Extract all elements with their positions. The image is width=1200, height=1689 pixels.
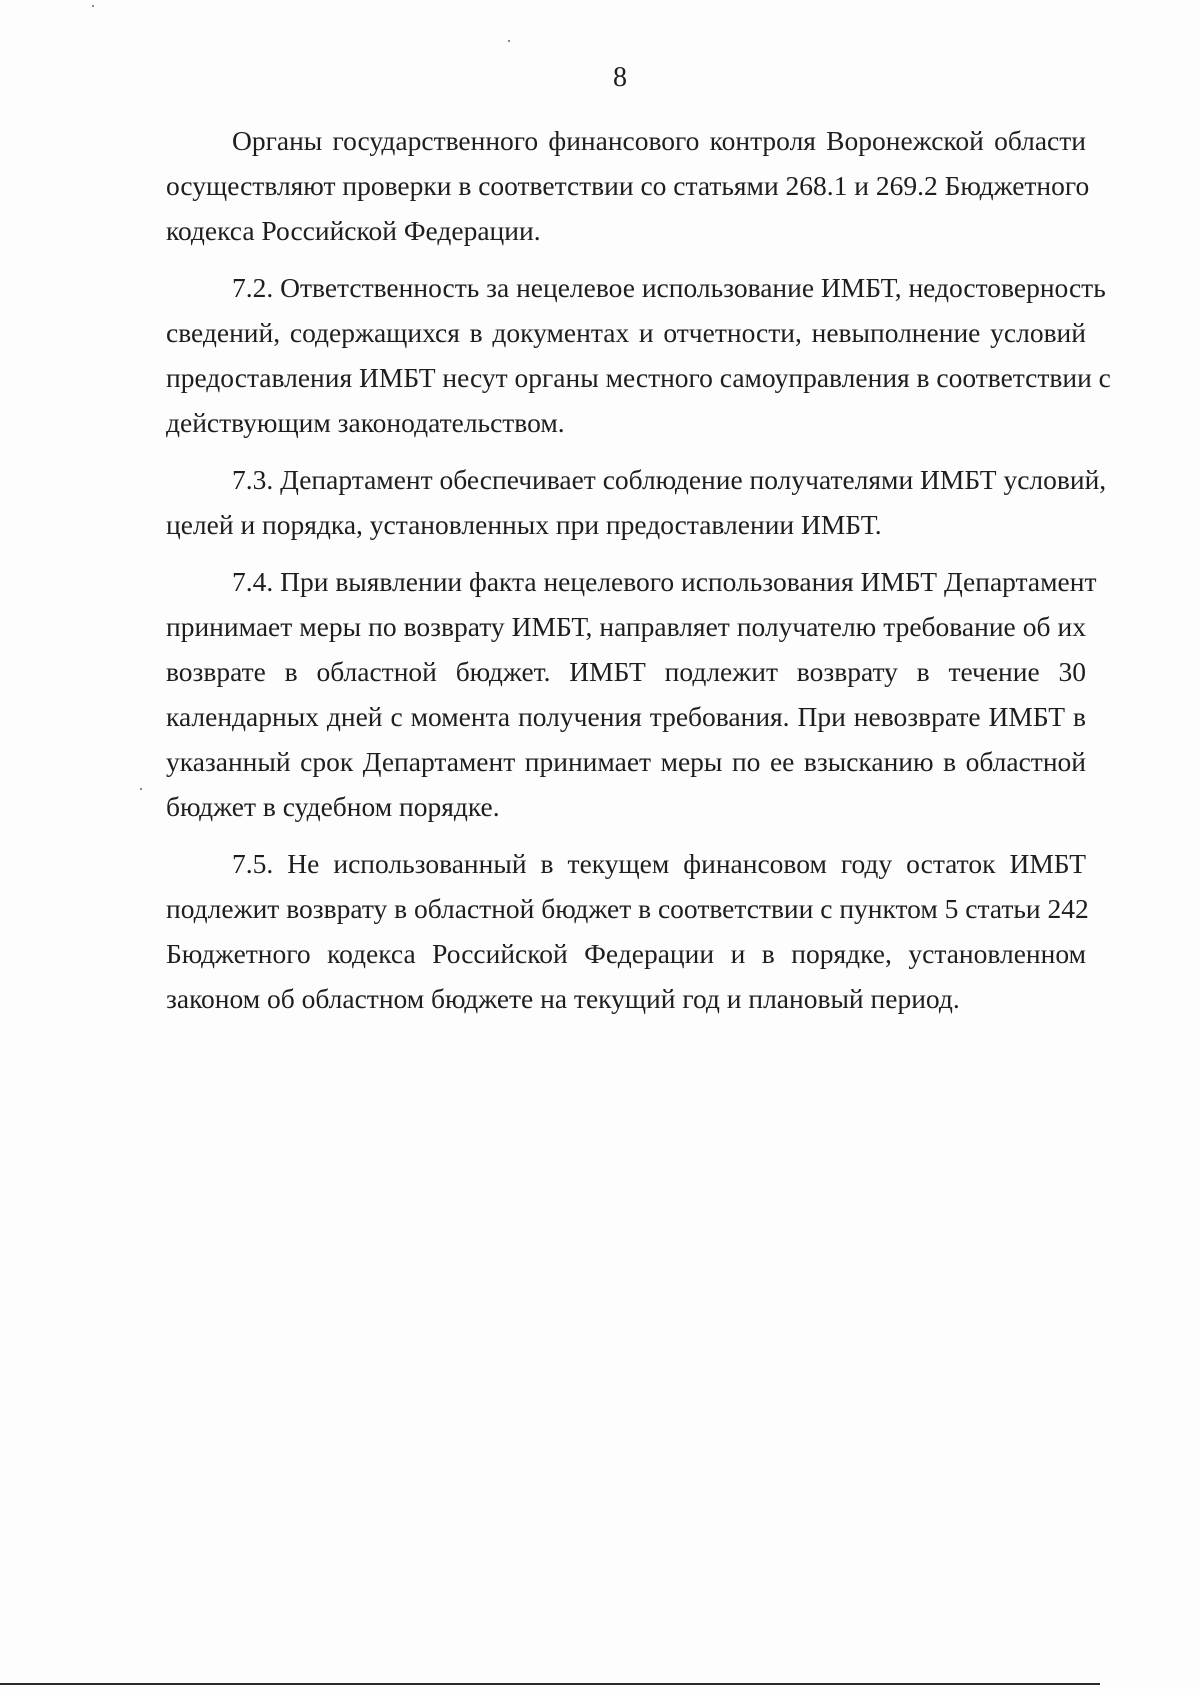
text-line: принимает меры по возврату ИМБТ, направляет получателю требование об их [166,611,1086,642]
page-number: 8 [613,62,627,93]
text-line: осуществляют проверки в соответствии со статьями 268.1 и 269.2 Бюджетного [166,170,1090,201]
text-line: календарных дней с момента получения требования. При невозврате ИМБТ в [166,701,1086,732]
text-line: 7.2. Ответственность за нецелевое использование ИМБТ, недостоверность [232,272,1106,303]
text-line: законом об областном бюджете на текущий год и плановый период. [166,983,960,1014]
scan-speck [140,788,142,790]
scan-speck [508,40,510,42]
text-line: возврате в областной бюджет. ИМБТ подлежит возврату в течение 30 [166,656,1086,687]
text-line: предоставления ИМБТ несут органы местного самоуправления в соответствии с [166,362,1111,393]
text-line: Органы государственного финансового контроля Воронежской области [232,125,1086,156]
scan-speck [92,5,94,7]
text-line: бюджет в судебном порядке. [166,791,500,822]
text-line: 7.3. Департамент обеспечивает соблюдение получателями ИМБТ условий, [232,464,1107,495]
text-line: действующим законодательством. [166,407,565,438]
text-line: кодекса Российской Федерации. [166,215,541,246]
text-line: целей и порядка, установленных при предоставлении ИМБТ. [166,509,882,540]
text-line: подлежит возврату в областной бюджет в соответствии с пунктом 5 статьи 242 [166,893,1089,924]
paragraph-7-3 [166,457,1107,547]
text-line: 7.4. При выявлении факта нецелевого использования ИМБТ Департамент [232,566,1097,597]
text-line: указанный срок Департамент принимает меры по ее взысканию в областной [166,746,1086,777]
paragraph-7-4 [166,559,1097,829]
scan-edge-line [0,1683,1100,1685]
document-body [166,118,1111,1033]
text-line: сведений, содержащихся в документах и отчетности, невыполнение условий [166,317,1086,348]
paragraph-control-bodies [166,118,1090,253]
text-line: Бюджетного кодекса Российской Федерации и в порядке, установленном [166,938,1086,969]
paragraph-7-2 [166,265,1111,445]
text-line: 7.5. Не использованный в текущем финансовом году остаток ИМБТ [232,848,1086,879]
paragraph-7-5 [166,841,1089,1021]
